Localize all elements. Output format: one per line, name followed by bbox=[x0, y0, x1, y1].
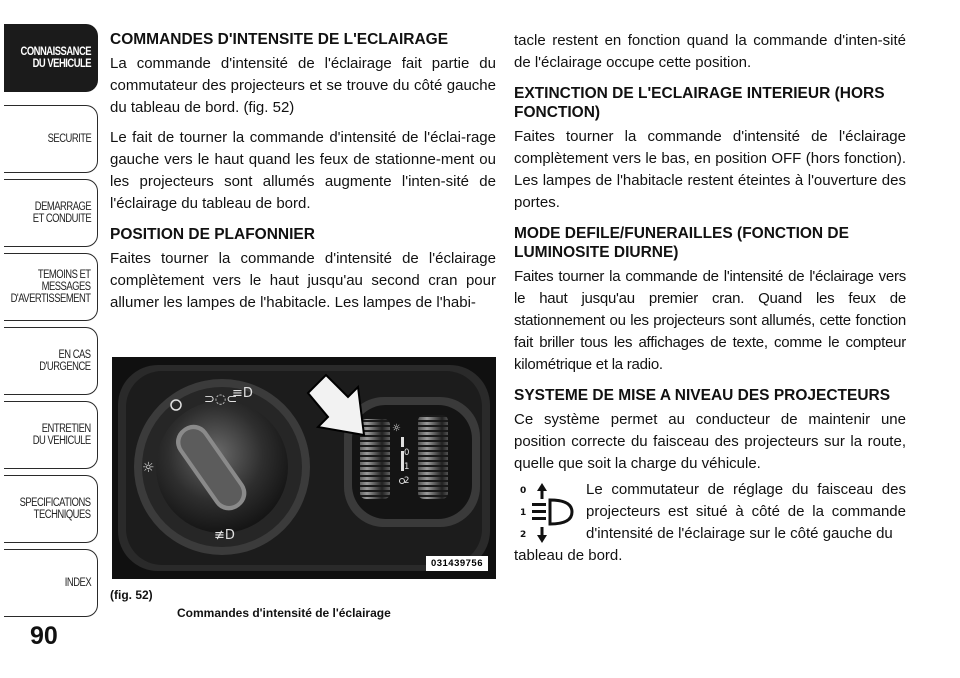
paragraph: tableau de bord. bbox=[514, 547, 623, 564]
tab-specifications-techniques[interactable] bbox=[4, 475, 98, 543]
headlamp-switch-illustration bbox=[112, 357, 496, 579]
paragraph: La commande d'intensité de l'éclairage fait partie du commutateur des projecteurs et se trouve du côté gauche du tableau de bord. (fig. 52) bbox=[110, 55, 496, 116]
headlamp-switch-photo bbox=[112, 357, 496, 579]
tab-en-cas-d-urgence[interactable] bbox=[4, 327, 98, 395]
dimmer-wheel bbox=[418, 415, 448, 499]
fog-lamp-icon: ≢D bbox=[214, 528, 235, 543]
tab-temoins-et-messages[interactable] bbox=[4, 253, 98, 321]
right-column bbox=[514, 30, 906, 567]
tab-demarrage-et-conduite[interactable] bbox=[4, 179, 98, 247]
tab-label: DEMARRAGE ET CONDUITE bbox=[32, 201, 91, 225]
icon-mark-1: 1 bbox=[520, 508, 527, 518]
figure-reference: (fig. 52) bbox=[110, 588, 153, 602]
headlamp-icon: ≡D bbox=[232, 386, 253, 401]
tab-label: INDEX bbox=[64, 577, 91, 589]
tab-label: SECURITE bbox=[47, 133, 91, 145]
tab-label: TEMOINS ET MESSAGES D'AVERTISSEMENT bbox=[10, 269, 91, 305]
tab-index[interactable] bbox=[4, 549, 98, 617]
section-heading: MODE DEFILE/FUNERAILLES (FONCTION DE LUMINOSITE DIURNE) bbox=[514, 225, 849, 261]
tab-label: EN CAS D'URGENCE bbox=[39, 349, 91, 373]
paragraph: Le commutateur de réglage du faisceau des projecteurs est situé à côté de la commande d'intensité de l'éclairage sur le côté gauche du bbox=[586, 481, 906, 542]
auto-lamp-icon: ☼ bbox=[142, 460, 155, 476]
paragraph: Ce système permet au conducteur de maintenir une position correcte du faisceau des projecteurs sur la route, quelle que soit la charge du véhicule. bbox=[514, 411, 906, 472]
tab-label: ENTRETIEN DU VEHICULE bbox=[32, 423, 91, 447]
section-heading: EXTINCTION DE L'ECLAIRAGE INTERIEUR (HORS FONCTION) bbox=[514, 85, 885, 121]
section-heading: SYSTEME DE MISE A NIVEAU DES PROJECTEURS bbox=[514, 387, 891, 404]
paragraph: Faites tourner la commande d'intensité de l'éclairage complètement vers le haut jusqu'au second cran pour allumer les lampes de l'habitacle. Les lampes de l'habi- bbox=[110, 250, 496, 311]
icon-mark-2: 2 bbox=[520, 530, 527, 540]
section-heading: COMMANDES D'INTENSITE DE L'ECLAIRAGE bbox=[110, 31, 449, 48]
left-column bbox=[110, 30, 496, 314]
tab-securite[interactable] bbox=[4, 105, 98, 173]
paragraph: Faites tourner la commande de l'intensité de l'éclairage vers le haut jusqu'au premier cran. Quand les feux de stationnement ou les projecteurs sont allumés, cette fonction fait briller tous les affichages de texte, comme le compteur kilométrique et la radio. bbox=[514, 268, 906, 373]
paragraph: Faites tourner la commande d'intensité de l'éclairage complètement vers le bas, en position OFF (hors fonction). Les lampes de l'habitacle restent éteintes à l'ouverture des portes. bbox=[514, 128, 906, 211]
paragraph: tacle restent en fonction quand la commande d'inten-sité de l'éclairage occupe cette position. bbox=[514, 32, 906, 71]
dial-mark-0: 0 bbox=[404, 448, 410, 458]
dial-mark-1: 1 bbox=[404, 462, 410, 472]
tab-connaissance-du-vehicule[interactable] bbox=[4, 24, 98, 92]
page-number: 90 bbox=[30, 622, 58, 650]
icon-mark-0: 0 bbox=[520, 486, 527, 496]
dimmer-sun-icon: ☼ bbox=[392, 423, 401, 434]
figure-code: 031439756 bbox=[426, 556, 488, 571]
section-heading: POSITION DE PLAFONNIER bbox=[110, 226, 315, 243]
tab-label: SPECIFICATIONS TECHNIQUES bbox=[19, 497, 91, 521]
chapter-sidebar bbox=[0, 0, 100, 600]
tab-entretien-du-vehicule[interactable] bbox=[4, 401, 98, 469]
figure-caption: Commandes d'intensité de l'éclairage bbox=[177, 606, 391, 620]
leveling-note bbox=[514, 479, 906, 545]
parking-lamp-icon: ⊃◌⊂ bbox=[204, 392, 238, 407]
headlamp-leveling-icon bbox=[520, 481, 576, 545]
tab-label: CONNAISSANCE DU VEHICULE bbox=[20, 46, 91, 70]
paragraph: Le fait de tourner la commande d'intensité de l'éclai-rage gauche vers le haut quand les feux de stationne-ment ou les projecteurs sont allumés augmente l'inten-sité de l'éclairage du tableau de bord. bbox=[110, 129, 496, 212]
dial-mark-2: 2 bbox=[404, 476, 410, 486]
